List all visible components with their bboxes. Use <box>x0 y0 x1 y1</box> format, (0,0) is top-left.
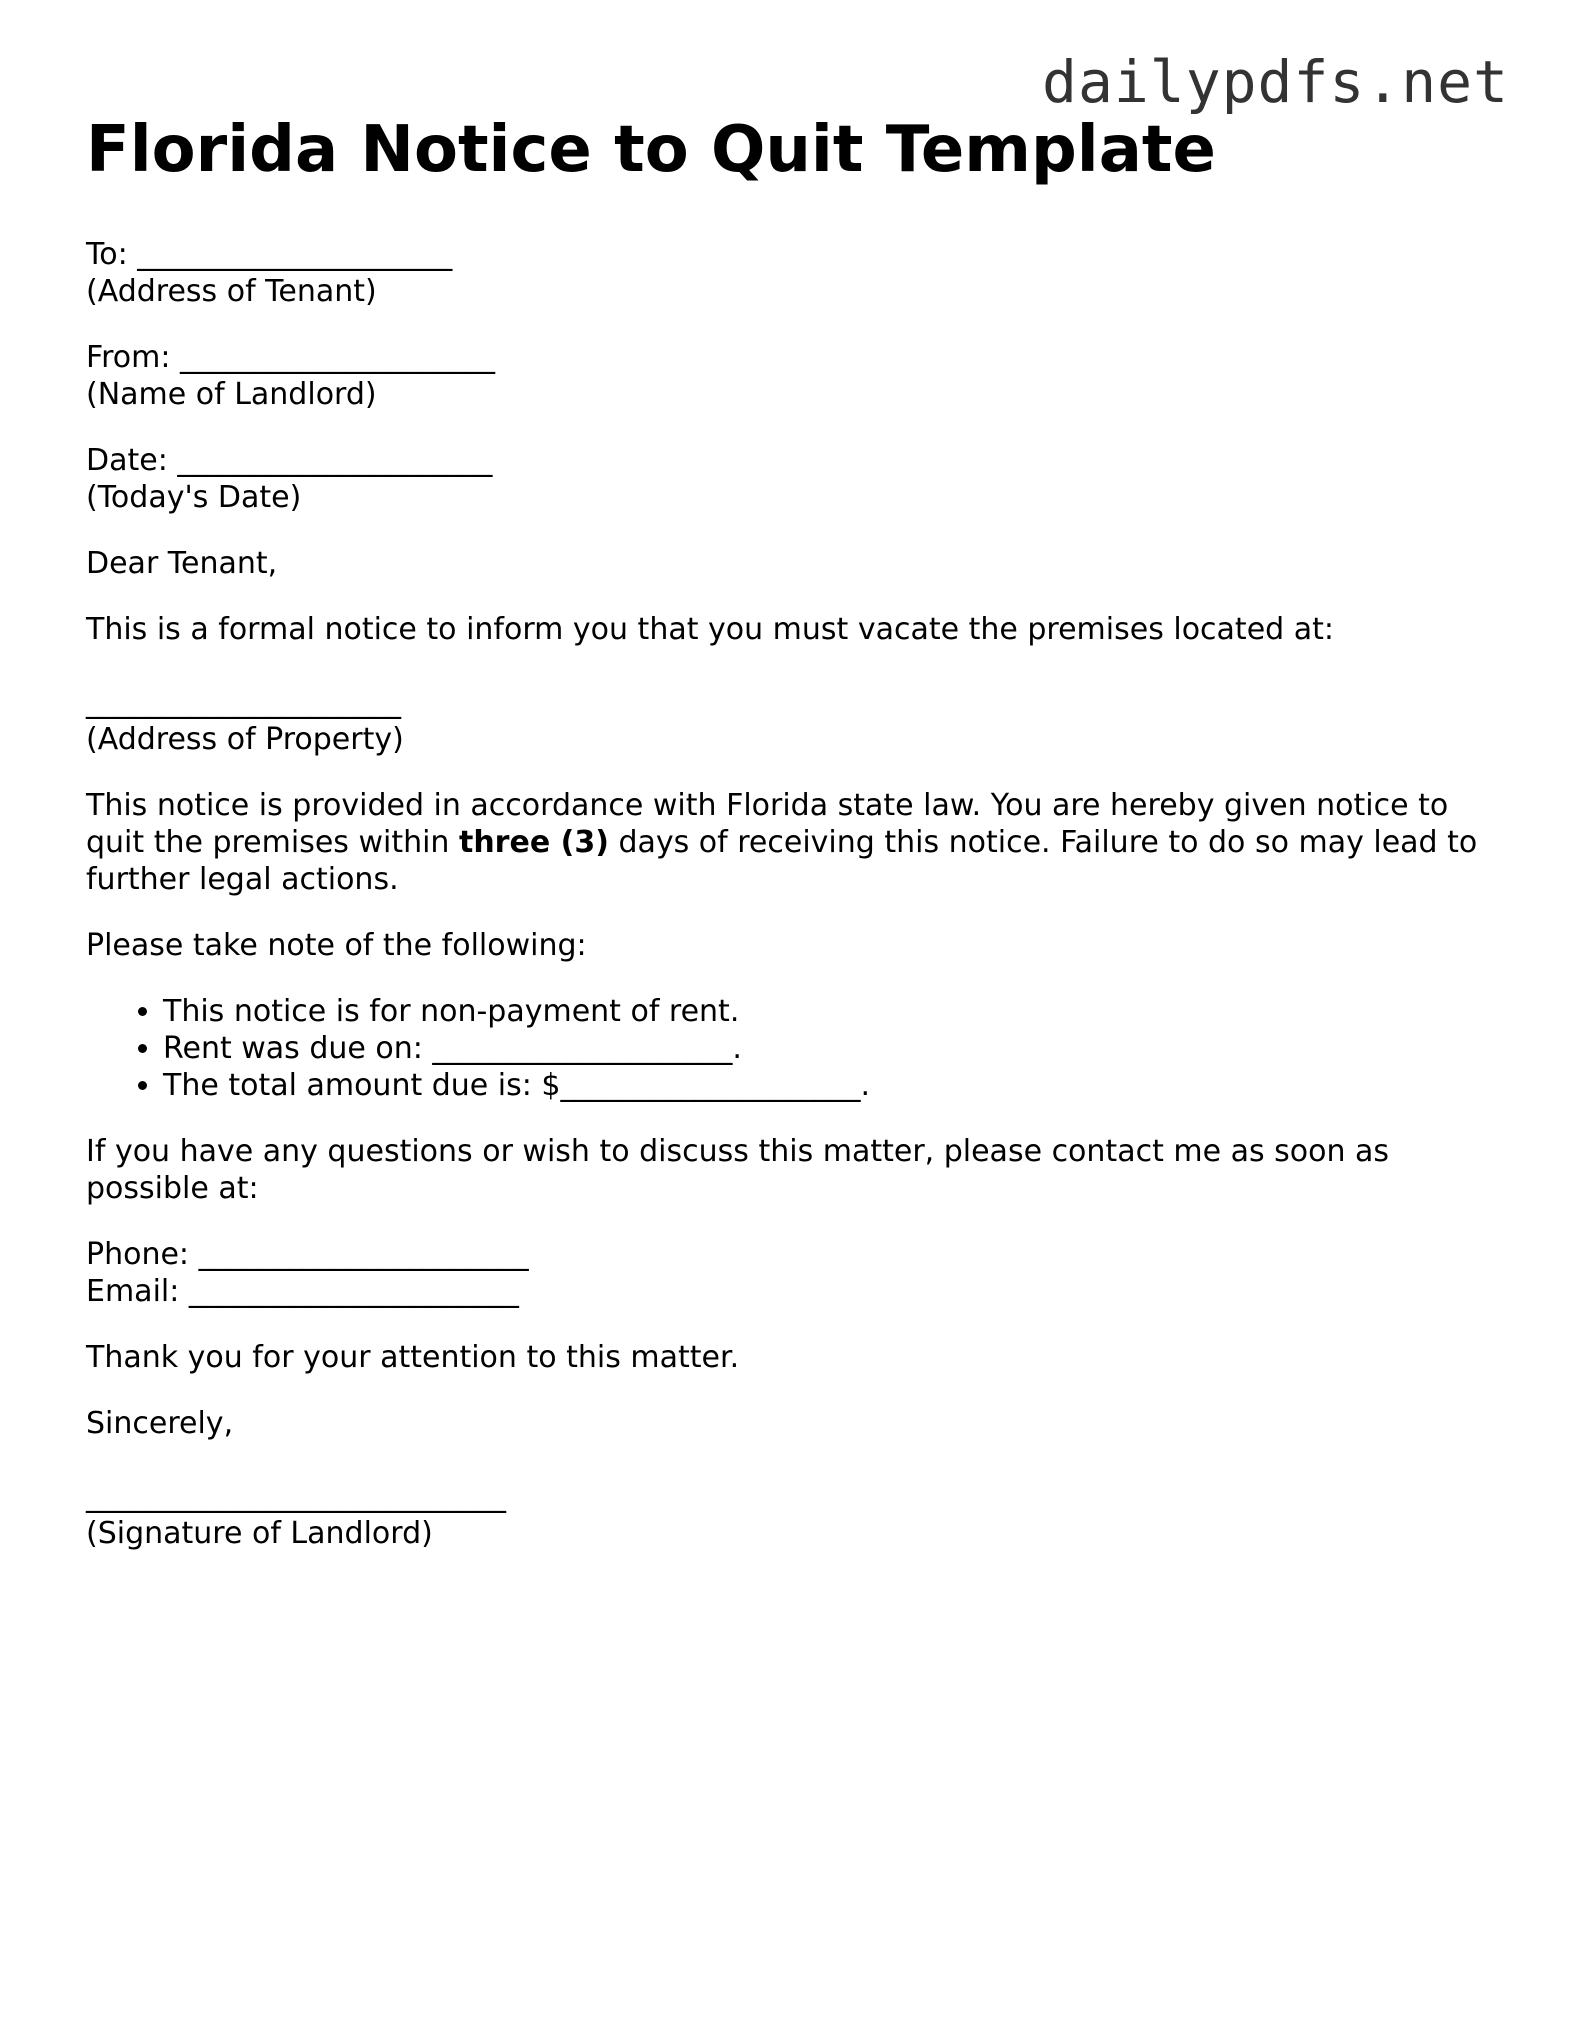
watermark-site-name: dailypdfs.net <box>1042 48 1509 116</box>
signature-caption: (Signature of Landlord) <box>86 1516 433 1551</box>
from-block <box>86 339 1506 413</box>
notice-text-part1: This notice is provided in accordance with Florida state law. You are hereby given notice to quit the premises within <box>86 788 1449 860</box>
list-item: • The total amount due is: $____________________. <box>163 1067 1506 1104</box>
notice-text-part2: days of receiving this notice. Failure to do so may lead to further legal actions. <box>86 825 1478 897</box>
date-field-line: Date: _____________________ <box>86 443 493 478</box>
to-field-caption: (Address of Tenant) <box>86 274 377 309</box>
intro-paragraph: This is a formal notice to inform you that you must vacate the premises located at: <box>86 612 1334 647</box>
document-title: Florida Notice to Quit Template <box>86 113 1216 187</box>
signature-line: ____________________________ <box>86 1479 506 1514</box>
notes-list <box>86 993 1506 1104</box>
date-block <box>86 442 1506 516</box>
notice-period-bold: three (3) <box>458 825 609 860</box>
letter-body <box>86 236 1506 1552</box>
list-item: • This notice is for non-payment of rent. <box>163 993 1506 1030</box>
to-field-line: To: _____________________ <box>86 237 453 272</box>
note-intro: Please take note of the following: <box>86 928 587 963</box>
property-field-line: _____________________ <box>86 685 401 720</box>
contact-paragraph: If you have any questions or wish to discuss this matter, please contact me as soon as possible at: <box>86 1134 1390 1206</box>
document-page <box>86 106 1506 1581</box>
email-field-line: Email: ______________________ <box>86 1274 519 1309</box>
notice-paragraph <box>86 787 1506 898</box>
greeting: Dear Tenant, <box>86 546 278 581</box>
list-item: • Rent was due on: ____________________. <box>163 1030 1506 1067</box>
phone-field-line: Phone: ______________________ <box>86 1237 529 1272</box>
contact-block <box>86 1236 1506 1310</box>
property-field-caption: (Address of Property) <box>86 722 404 757</box>
closing: Sincerely, <box>86 1406 234 1441</box>
property-block <box>86 684 1506 758</box>
from-field-line: From: _____________________ <box>86 340 495 375</box>
signature-block <box>86 1478 1506 1552</box>
date-field-caption: (Today's Date) <box>86 480 302 515</box>
to-block <box>86 236 1506 310</box>
from-field-caption: (Name of Landlord) <box>86 377 377 412</box>
thanks-paragraph: Thank you for your attention to this matter. <box>86 1340 740 1375</box>
